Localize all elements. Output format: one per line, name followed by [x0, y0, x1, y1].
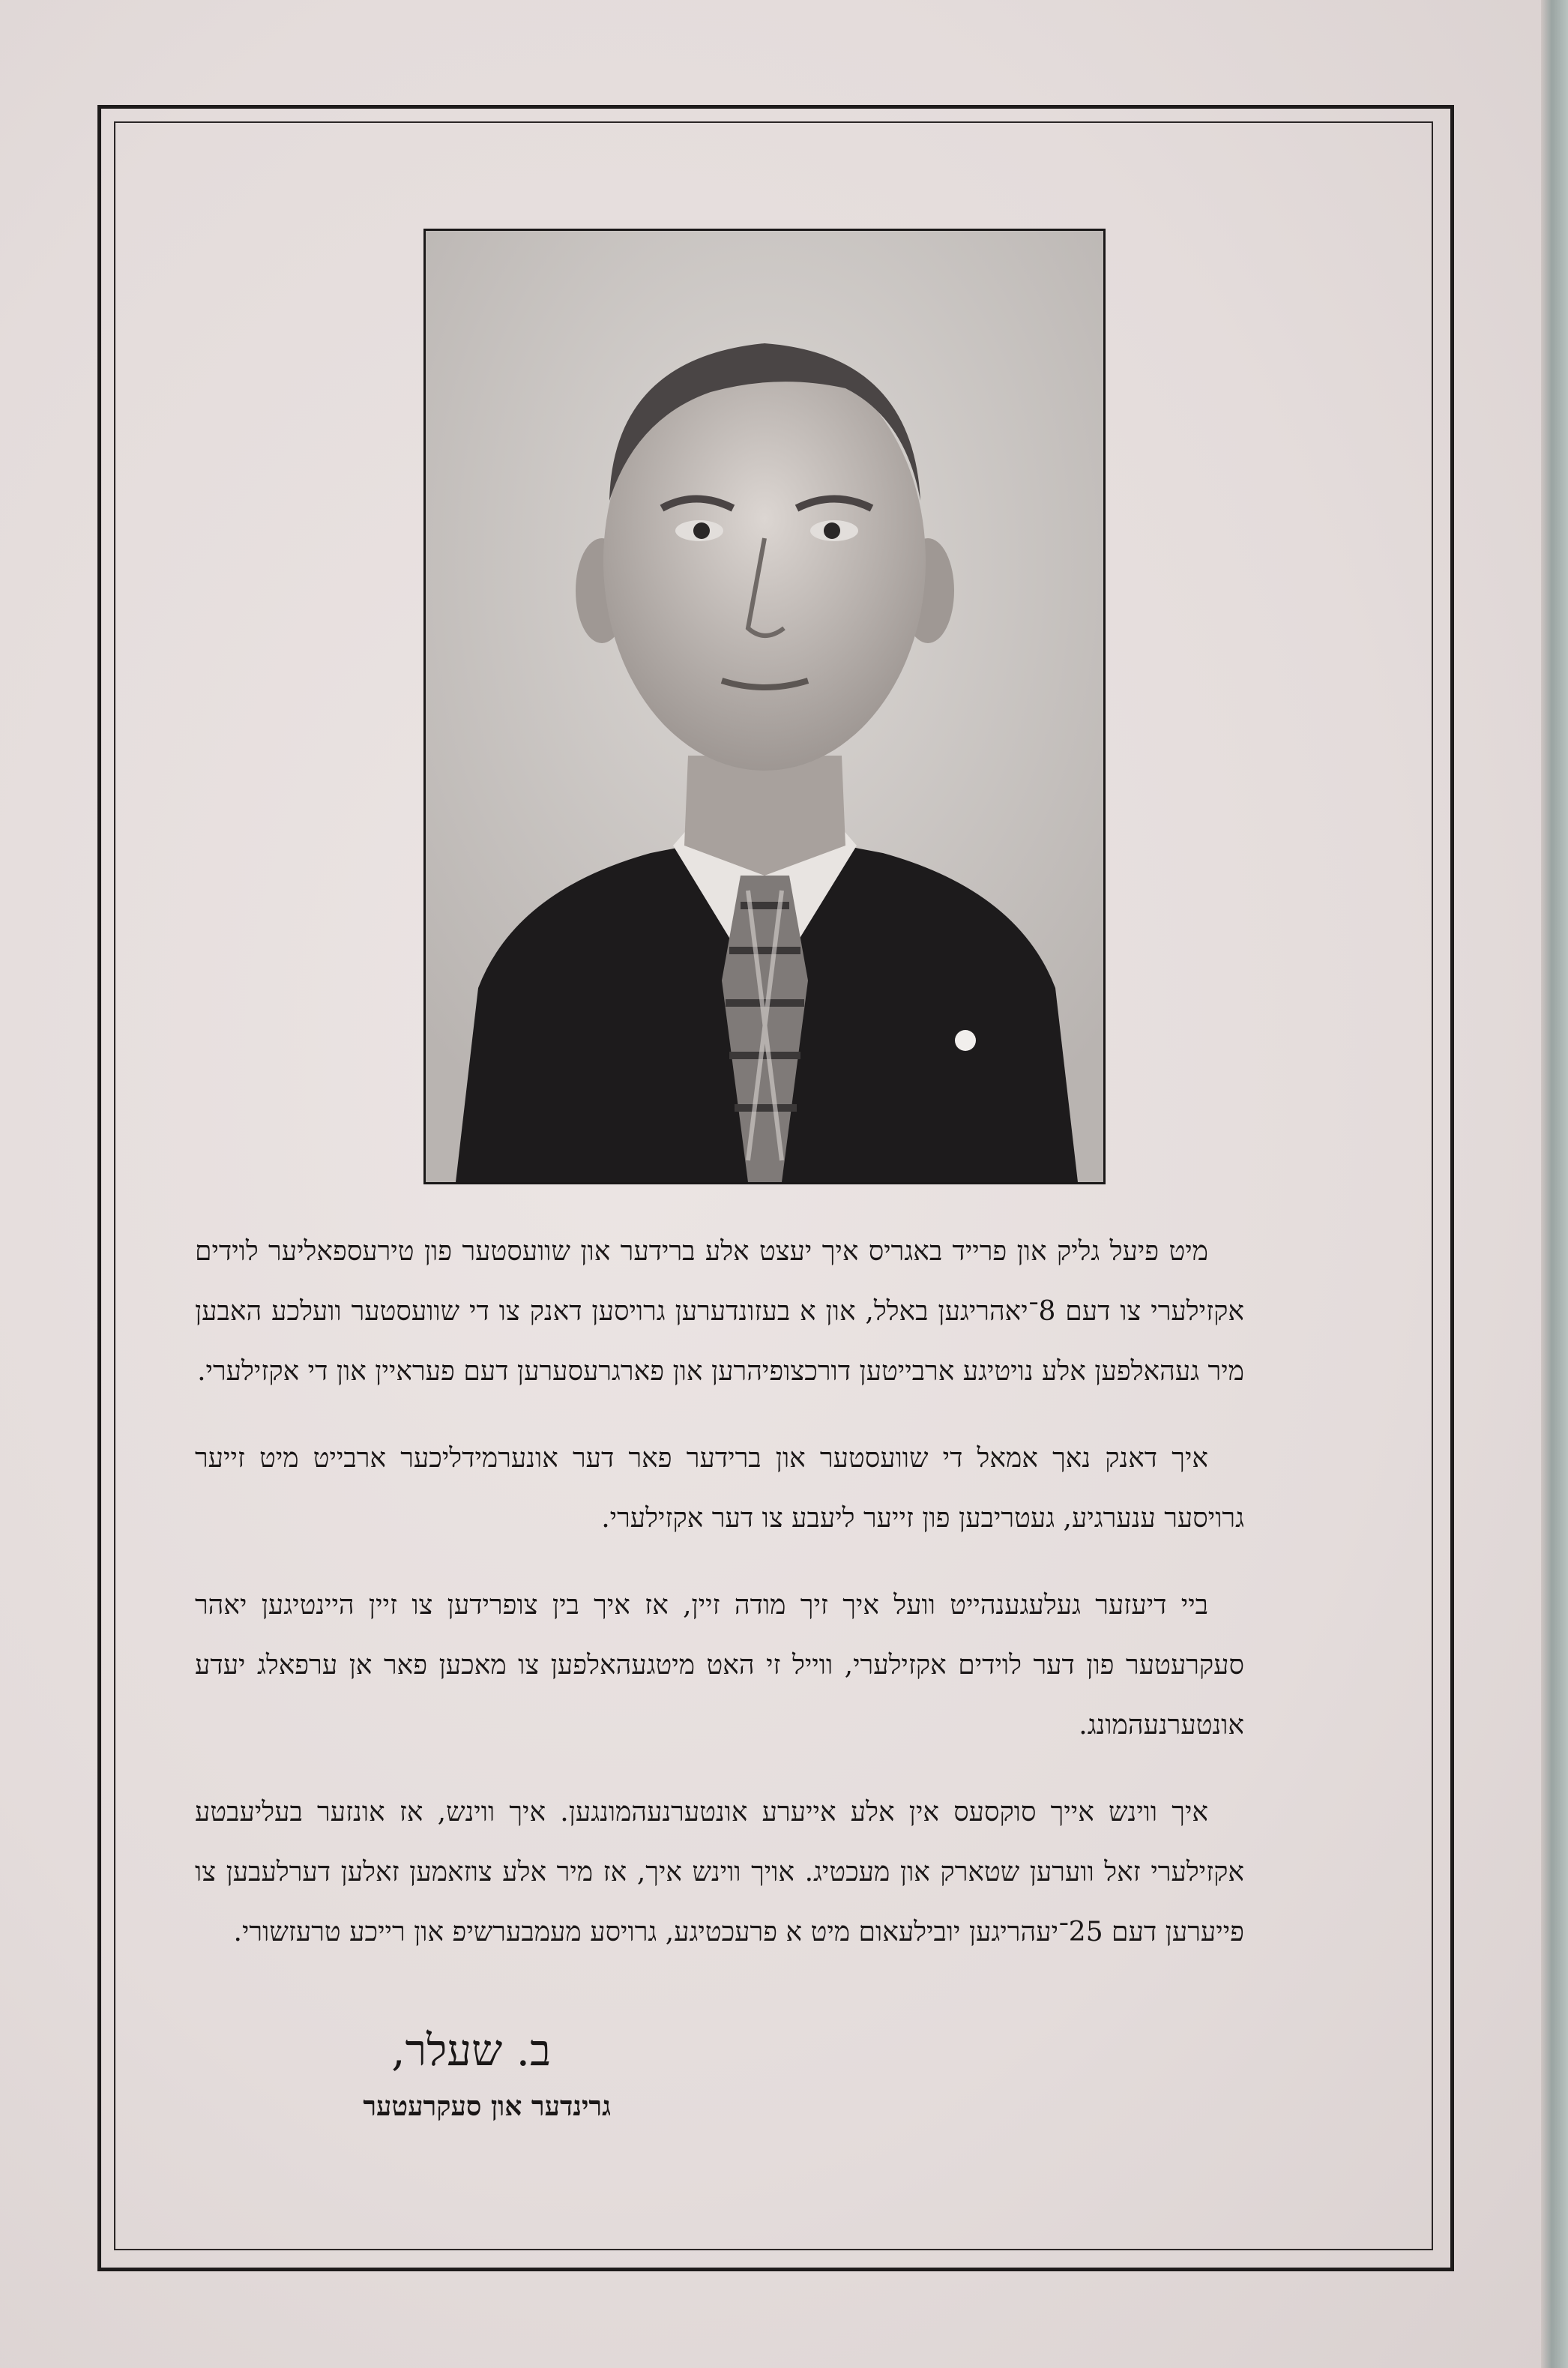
signature-title: גרינדער און סעקרעטער: [363, 2091, 611, 2122]
paragraph: מיט פיעל גליק און פרייד באגריס איך יעצט אלע ברידער און שוועסטער פון טירעספאליער לוידים אקזילערי צו דעם 8־יאהריגען באלל, און א בעזונדערען גרויסען דאנק צו די שוועסטער וועלכע האבען מיר געהאלפען אלע נויטיגע ארבייטען דורכצופיהרען און פארגרעסערען דעם פעראיין און די אקזילערי.: [195, 1236, 1244, 1387]
paragraph: ביי דיעזער געלעגענהייט וועל איך זיך מודה זיין, אז איך בין צופרידען צו זיין היינטיגען יאהר סעקרעטער פון דער לוידים אקזילערי, ווייל זי האט מיטגעהאלפען צו מאכען פאר אן ערפאלג יעדע אונטערנעהמונג.: [195, 1590, 1244, 1741]
book-spine-edge: [1541, 0, 1568, 2368]
portrait-photo: [423, 229, 1106, 1184]
portrait-image: [426, 231, 1103, 1182]
paragraph: איך ווינש אייך סוקסעס אין אלע אייערע אונטערנעהמונגען. איך ווינש, אז אונזער בעליעבטע אקזילערי זאל ווערען שטארק און מעכטיג. אויך ווינש איך, אז מיר אלע צוזאמען זאלען דערלעבען צו פייערען דעם 25־יעהריגען יובילעאום מיט א פרעכטיגע, גרויסע מעמבערשיפ און רייכע טרעזשורי.: [195, 1797, 1244, 1947]
signature-name: ב. שעלר,: [391, 2025, 551, 2076]
signature-block: [191, 2016, 611, 2129]
letter-text: [195, 1222, 1244, 1989]
paragraph: איך דאנק נאך אמאל די שוועסטער און ברידער פאר דער אונערמידליכער ארבייט מיט זייער גרויסער ענערגיע, געטריבען פון זייער ליעבע צו דער אקזילערי.: [195, 1443, 1244, 1534]
